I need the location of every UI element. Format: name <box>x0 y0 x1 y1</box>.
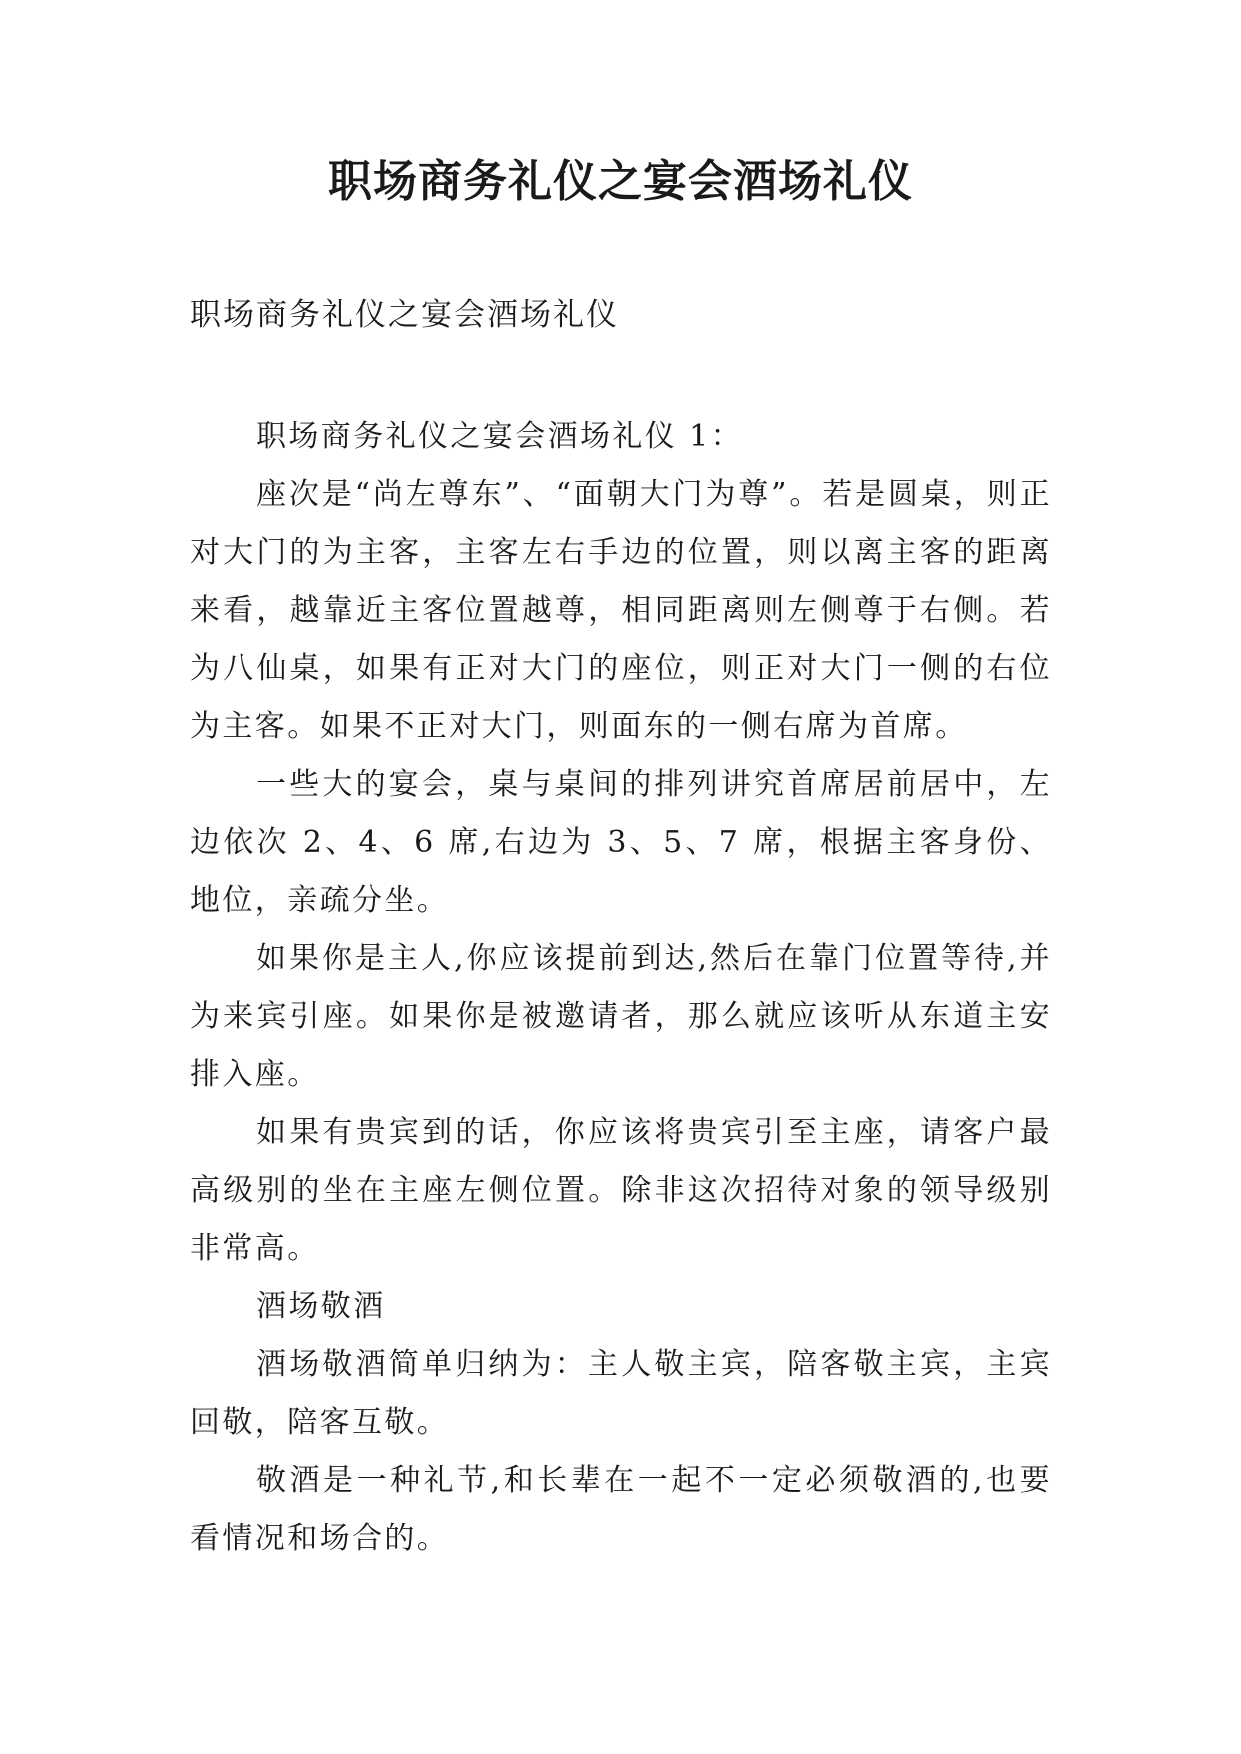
paragraph-vip-seating: 如果有贵宾到的话，你应该将贵宾引至主座，请客户最高级别的坐在主座左侧位置。除非这次招待对象的领导级别非常高。 <box>190 1115 1052 1266</box>
document-title: 职场商务礼仪之宴会酒场礼仪 <box>328 156 913 207</box>
paragraph-host-duties: 如果你是主人,你应该提前到达,然后在靠门位置等待,并为来宾引座。如果你是被邀请者，那么就应该听从东道主安排入座。 <box>190 941 1052 1092</box>
document-body <box>190 408 1052 1568</box>
paragraph-section-heading: 职场商务礼仪之宴会酒场礼仪 1： <box>256 419 744 454</box>
paragraph-table-arrangement: 一些大的宴会，桌与桌间的排列讲究首席居前居中，左边依次 2、4、6 席,右边为 3、5、7 席，根据主客身份、地位，亲疏分坐。 <box>190 767 1052 918</box>
document-subtitle: 职场商务礼仪之宴会酒场礼仪 <box>190 297 619 333</box>
paragraph-seating-order: 座次是“尚左尊东”、“面朝大门为尊”。若是圆桌，则正对大门的为主客，主客左右手边的位置，则以离主客的距离来看，越靠近主客位置越尊，相同距离则左侧尊于右侧。若为八仙桌，如果有正对大门的座位，则正对大门一侧的右位为主客。如果不正对大门，则面东的一侧右席为首席。 <box>190 477 1052 744</box>
paragraph-toast-heading: 酒场敬酒 <box>256 1289 386 1324</box>
paragraph-toast-order: 酒场敬酒简单归纳为：主人敬主宾，陪客敬主宾，主宾回敬，陪客互敬。 <box>190 1347 1052 1440</box>
paragraph-toast-etiquette: 敬酒是一种礼节,和长辈在一起不一定必须敬酒的,也要看情况和场合的。 <box>190 1463 1052 1556</box>
